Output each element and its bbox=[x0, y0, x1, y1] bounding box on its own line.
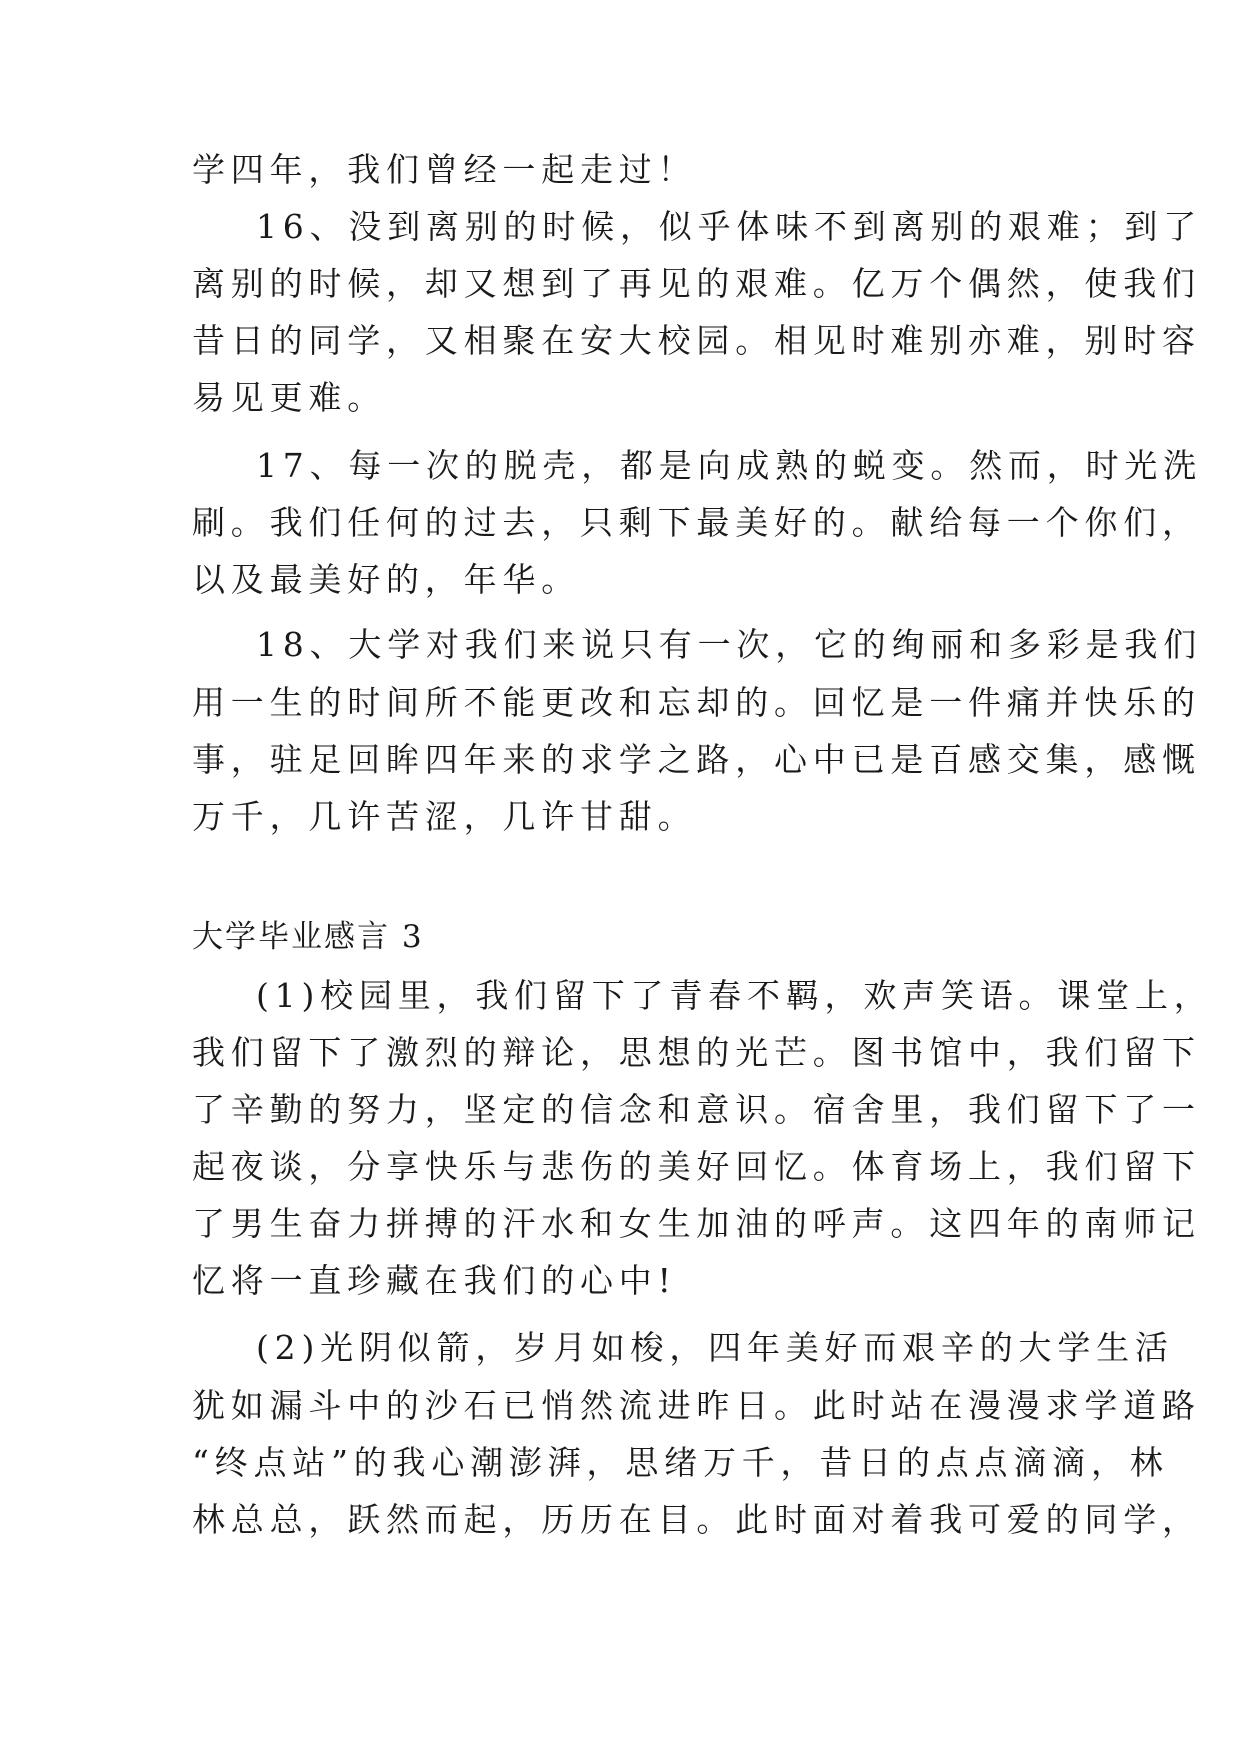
text-line: 刷。我们任何的过去，只剩下最美好的。献给每一个你们， bbox=[192, 503, 1201, 542]
text-line: 18、大学对我们来说只有一次，它的绚丽和多彩是我们 bbox=[256, 625, 1202, 664]
text-line: 昔日的同学，又相聚在安大校园。相见时难别亦难，别时容 bbox=[192, 321, 1201, 360]
text-line: 我们留下了激烈的辩论，思想的光芒。图书馆中，我们留下 bbox=[192, 1033, 1201, 1072]
text-line: 16、没到离别的时候，似乎体味不到离别的艰难；到了 bbox=[256, 207, 1202, 246]
text-line: “终点站”的我心潮澎湃，思绪万千，昔日的点点滴滴，林 bbox=[192, 1443, 1169, 1482]
text-line: 用一生的时间所不能更改和忘却的。回忆是一件痛并快乐的 bbox=[192, 683, 1201, 722]
text-line: 离别的时候，却又想到了再见的艰难。亿万个偶然，使我们 bbox=[192, 264, 1201, 303]
text-line: 以及最美好的，年华。 bbox=[192, 560, 580, 599]
text-line: 了男生奋力拼搏的汗水和女生加油的呼声。这四年的南师记 bbox=[192, 1204, 1201, 1243]
text-line: 犹如漏斗中的沙石已悄然流进昨日。此时站在漫漫求学道路 bbox=[192, 1386, 1201, 1425]
text-line: 万千，几许苦涩，几许甘甜。 bbox=[192, 797, 697, 836]
text-line: 了辛勤的努力，坚定的信念和意识。宿舍里，我们留下了一 bbox=[192, 1090, 1201, 1129]
text-line: 17、每一次的脱壳，都是向成熟的蜕变。然而，时光洗 bbox=[256, 446, 1202, 485]
section-heading: 大学毕业感言 3 bbox=[192, 919, 424, 955]
text-line: 林总总，跃然而起，历历在目。此时面对着我可爱的同学， bbox=[192, 1500, 1201, 1539]
text-line: (1)校园里，我们留下了青春不羁，欢声笑语。课堂上， bbox=[256, 976, 1213, 1015]
text-line: (2)光阴似箭，岁月如梭，四年美好而艰辛的大学生活 bbox=[256, 1328, 1174, 1367]
text-line: 事，驻足回眸四年来的求学之路，心中已是百感交集，感慨 bbox=[192, 740, 1201, 779]
text-line: 忆将一直珍藏在我们的心中! bbox=[192, 1261, 677, 1300]
text-line: 学四年，我们曾经一起走过！ bbox=[192, 150, 697, 189]
text-line: 起夜谈，分享快乐与悲伤的美好回忆。体育场上，我们留下 bbox=[192, 1147, 1201, 1186]
text-line: 易见更难。 bbox=[192, 378, 386, 417]
